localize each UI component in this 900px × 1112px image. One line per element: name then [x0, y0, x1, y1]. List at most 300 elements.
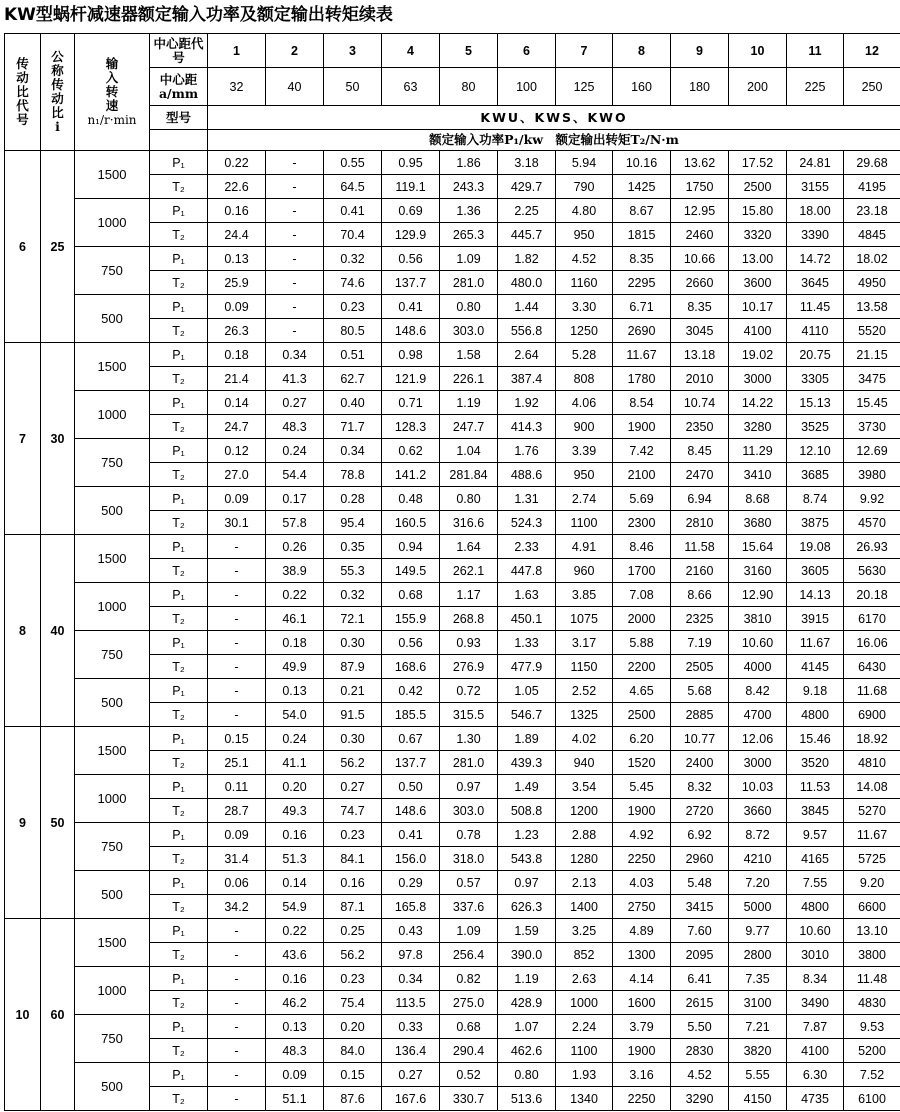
power-value: 0.23	[324, 967, 382, 991]
power-label: P₁	[150, 775, 208, 799]
power-value: 4.06	[556, 391, 613, 415]
torque-value: 390.0	[498, 943, 556, 967]
torque-value: 4810	[844, 751, 900, 775]
torque-value: -	[208, 1087, 266, 1111]
torque-label: T₂	[150, 895, 208, 919]
torque-value: 74.7	[324, 799, 382, 823]
torque-value: 155.9	[382, 607, 440, 631]
table-row	[5, 535, 900, 559]
torque-value: 4110	[787, 319, 844, 343]
power-value: -	[266, 151, 324, 175]
torque-label: T₂	[150, 991, 208, 1015]
torque-value: 262.1	[440, 559, 498, 583]
power-value: 3.17	[556, 631, 613, 655]
ratio-code-cell: 9	[5, 727, 41, 919]
power-value: 13.10	[844, 919, 900, 943]
center-code: 1	[208, 34, 266, 68]
torque-value: 268.8	[440, 607, 498, 631]
torque-value: 54.0	[266, 703, 324, 727]
torque-value: 75.4	[324, 991, 382, 1015]
torque-value: -	[208, 607, 266, 631]
torque-value: 84.0	[324, 1039, 382, 1063]
power-value: 18.02	[844, 247, 900, 271]
power-value: 8.35	[613, 247, 671, 271]
input-speed-cell: 1500	[75, 727, 150, 775]
power-value: 0.68	[382, 583, 440, 607]
power-value: 0.28	[324, 487, 382, 511]
center-distance: 160	[613, 68, 671, 106]
power-value: 0.69	[382, 199, 440, 223]
torque-value: 4145	[787, 655, 844, 679]
torque-value: 1815	[613, 223, 671, 247]
torque-value: 3660	[729, 799, 787, 823]
header-input-speed-char: 速	[105, 98, 119, 113]
power-label: P₁	[150, 151, 208, 175]
power-value: 4.03	[613, 871, 671, 895]
torque-value: 2095	[671, 943, 729, 967]
power-value: 0.16	[266, 823, 324, 847]
power-value: 0.22	[266, 583, 324, 607]
power-value: 8.34	[787, 967, 844, 991]
torque-label: T₂	[150, 223, 208, 247]
torque-value: 445.7	[498, 223, 556, 247]
nominal-ratio-cell: 30	[41, 343, 75, 535]
torque-value: 165.8	[382, 895, 440, 919]
power-value: 7.60	[671, 919, 729, 943]
torque-value: 2400	[671, 751, 729, 775]
torque-value: 72.1	[324, 607, 382, 631]
torque-value: 281.84	[440, 463, 498, 487]
center-distance: 100	[498, 68, 556, 106]
model-series: KWU、KWS、KWO	[208, 106, 900, 130]
torque-value: 2500	[613, 703, 671, 727]
center-distance: 180	[671, 68, 729, 106]
power-value: 13.00	[729, 247, 787, 271]
table-row	[5, 727, 900, 751]
torque-value: 226.1	[440, 367, 498, 391]
power-value: 12.10	[787, 439, 844, 463]
torque-value: 1160	[556, 271, 613, 295]
torque-value: 556.8	[498, 319, 556, 343]
torque-value: -	[208, 991, 266, 1015]
power-value: 6.30	[787, 1063, 844, 1087]
torque-value: 4830	[844, 991, 900, 1015]
torque-value: 3000	[729, 751, 787, 775]
torque-value: 1900	[613, 799, 671, 823]
power-value: 1.19	[440, 391, 498, 415]
table-row	[5, 199, 900, 223]
torque-value: 276.9	[440, 655, 498, 679]
power-value: 1.86	[440, 151, 498, 175]
torque-value: 136.4	[382, 1039, 440, 1063]
torque-value: 387.4	[498, 367, 556, 391]
torque-value: 41.3	[266, 367, 324, 391]
power-value: 15.13	[787, 391, 844, 415]
torque-value: 2250	[613, 1087, 671, 1111]
power-value: 0.27	[266, 391, 324, 415]
torque-value: 137.7	[382, 751, 440, 775]
power-value: 9.20	[844, 871, 900, 895]
power-value: 0.30	[324, 727, 382, 751]
power-value: 24.81	[787, 151, 844, 175]
power-value: 11.68	[844, 679, 900, 703]
torque-value: -	[208, 703, 266, 727]
nominal-ratio-cell: 40	[41, 535, 75, 727]
torque-value: 62.7	[324, 367, 382, 391]
center-code: 6	[498, 34, 556, 68]
power-value: -	[208, 1063, 266, 1087]
power-value: 3.79	[613, 1015, 671, 1039]
power-value: 12.69	[844, 439, 900, 463]
power-value: 0.22	[208, 151, 266, 175]
torque-value: 34.2	[208, 895, 266, 919]
torque-value: 74.6	[324, 271, 382, 295]
torque-value: 54.9	[266, 895, 324, 919]
power-value: 3.39	[556, 439, 613, 463]
power-value: 14.72	[787, 247, 844, 271]
torque-value: 4950	[844, 271, 900, 295]
torque-value: 1200	[556, 799, 613, 823]
power-value: 10.60	[787, 919, 844, 943]
torque-value: 450.1	[498, 607, 556, 631]
torque-value: 4100	[787, 1039, 844, 1063]
input-speed-cell: 750	[75, 823, 150, 871]
power-value: 19.08	[787, 535, 844, 559]
header-input-speed-char: 输	[105, 56, 119, 71]
torque-value: 1600	[613, 991, 671, 1015]
power-value: 5.94	[556, 151, 613, 175]
input-speed-cell: 1000	[75, 967, 150, 1015]
torque-label: T₂	[150, 319, 208, 343]
power-value: 0.14	[208, 391, 266, 415]
torque-value: 852	[556, 943, 613, 967]
torque-value: 27.0	[208, 463, 266, 487]
torque-value: 1520	[613, 751, 671, 775]
power-value: 1.09	[440, 247, 498, 271]
torque-value: 54.4	[266, 463, 324, 487]
power-value: 0.22	[266, 919, 324, 943]
torque-value: 168.6	[382, 655, 440, 679]
torque-value: 97.8	[382, 943, 440, 967]
torque-value: 303.0	[440, 319, 498, 343]
torque-value: 4165	[787, 847, 844, 871]
torque-value: 414.3	[498, 415, 556, 439]
torque-value: 2160	[671, 559, 729, 583]
rating-units-label: 额定输入功率P₁/kw 额定输出转矩T₂/N·m	[208, 130, 900, 151]
torque-value: 940	[556, 751, 613, 775]
torque-value: 1425	[613, 175, 671, 199]
power-value: 1.09	[440, 919, 498, 943]
header-nominal-ratio-text: 公 称 传 动 比 i	[51, 49, 64, 134]
torque-value: 2720	[671, 799, 729, 823]
torque-value: 3410	[729, 463, 787, 487]
torque-value: 1150	[556, 655, 613, 679]
torque-value: 950	[556, 463, 613, 487]
torque-value: 1100	[556, 511, 613, 535]
table-row	[5, 583, 900, 607]
power-value: 0.34	[382, 967, 440, 991]
torque-label: T₂	[150, 1039, 208, 1063]
power-value: 1.31	[498, 487, 556, 511]
power-value: 1.30	[440, 727, 498, 751]
power-value: 9.77	[729, 919, 787, 943]
power-value: 4.65	[613, 679, 671, 703]
torque-value: 43.6	[266, 943, 324, 967]
torque-value: 790	[556, 175, 613, 199]
power-label: P₁	[150, 439, 208, 463]
power-value: 0.72	[440, 679, 498, 703]
power-value: 0.34	[266, 343, 324, 367]
power-value: 2.25	[498, 199, 556, 223]
power-value: 0.09	[208, 295, 266, 319]
header-blank	[150, 130, 208, 151]
header-center-code-label: 中心距代号	[150, 34, 208, 68]
power-value: 4.92	[613, 823, 671, 847]
torque-label: T₂	[150, 463, 208, 487]
center-distance: 50	[324, 68, 382, 106]
torque-value: 3520	[787, 751, 844, 775]
power-value: 1.23	[498, 823, 556, 847]
table-row	[5, 343, 900, 367]
input-speed-cell: 1000	[75, 199, 150, 247]
torque-value: 31.4	[208, 847, 266, 871]
input-speed-cell: 750	[75, 1015, 150, 1063]
power-value: 8.67	[613, 199, 671, 223]
power-label: P₁	[150, 1015, 208, 1039]
power-value: 5.48	[671, 871, 729, 895]
power-value: 1.58	[440, 343, 498, 367]
torque-value: 2350	[671, 415, 729, 439]
table-row	[5, 487, 900, 511]
torque-label: T₂	[150, 703, 208, 727]
power-value: 0.16	[324, 871, 382, 895]
power-value: 10.77	[671, 727, 729, 751]
power-value: 0.21	[324, 679, 382, 703]
torque-value: -	[266, 223, 324, 247]
torque-value: 113.5	[382, 991, 440, 1015]
torque-value: 6900	[844, 703, 900, 727]
power-value: 10.60	[729, 631, 787, 655]
torque-value: 3730	[844, 415, 900, 439]
power-value: 10.17	[729, 295, 787, 319]
power-value: 9.18	[787, 679, 844, 703]
power-value: 10.66	[671, 247, 729, 271]
power-value: 0.26	[266, 535, 324, 559]
center-code: 4	[382, 34, 440, 68]
power-value: 7.20	[729, 871, 787, 895]
power-value: 2.74	[556, 487, 613, 511]
header-ratio-code-text: 传 动 比 代 号	[16, 56, 29, 127]
power-value: 10.16	[613, 151, 671, 175]
torque-value: 428.9	[498, 991, 556, 1015]
torque-value: 56.2	[324, 943, 382, 967]
torque-value: 524.3	[498, 511, 556, 535]
torque-value: 87.1	[324, 895, 382, 919]
power-value: 0.14	[266, 871, 324, 895]
power-label: P₁	[150, 535, 208, 559]
table-row	[5, 823, 900, 847]
power-value: 4.52	[556, 247, 613, 271]
torque-value: 3320	[729, 223, 787, 247]
table-row	[5, 247, 900, 271]
power-value: 0.78	[440, 823, 498, 847]
torque-label: T₂	[150, 271, 208, 295]
torque-value: 4210	[729, 847, 787, 871]
power-value: 0.68	[440, 1015, 498, 1039]
center-code: 2	[266, 34, 324, 68]
header-model-label: 型号	[150, 106, 208, 130]
ratio-code-cell: 6	[5, 151, 41, 343]
torque-value: 256.4	[440, 943, 498, 967]
power-value: 0.43	[382, 919, 440, 943]
center-code: 10	[729, 34, 787, 68]
torque-value: 462.6	[498, 1039, 556, 1063]
torque-value: 4845	[844, 223, 900, 247]
power-value: 6.41	[671, 967, 729, 991]
power-value: 4.52	[671, 1063, 729, 1087]
table-row	[5, 151, 900, 175]
torque-value: 4700	[729, 703, 787, 727]
torque-value: 4000	[729, 655, 787, 679]
power-label: P₁	[150, 919, 208, 943]
torque-value: 265.3	[440, 223, 498, 247]
torque-label: T₂	[150, 847, 208, 871]
torque-value: 2615	[671, 991, 729, 1015]
power-value: 0.34	[324, 439, 382, 463]
power-value: 1.89	[498, 727, 556, 751]
power-value: 0.09	[266, 1063, 324, 1087]
table-row	[5, 391, 900, 415]
power-value: 0.62	[382, 439, 440, 463]
torque-value: 87.9	[324, 655, 382, 679]
torque-value: 480.0	[498, 271, 556, 295]
power-value: 14.22	[729, 391, 787, 415]
power-value: 0.42	[382, 679, 440, 703]
power-value: -	[208, 1015, 266, 1039]
power-label: P₁	[150, 727, 208, 751]
torque-value: 2800	[729, 943, 787, 967]
table-row	[5, 1063, 900, 1087]
torque-value: 4570	[844, 511, 900, 535]
torque-value: 84.1	[324, 847, 382, 871]
power-value: -	[266, 295, 324, 319]
input-speed-cell: 1500	[75, 919, 150, 967]
power-value: 15.80	[729, 199, 787, 223]
power-value: -	[266, 199, 324, 223]
torque-value: 148.6	[382, 799, 440, 823]
power-value: 4.02	[556, 727, 613, 751]
header-input-speed-unit: n₁/r·min	[87, 113, 137, 127]
torque-value: 2960	[671, 847, 729, 871]
power-value: 2.52	[556, 679, 613, 703]
power-value: 5.69	[613, 487, 671, 511]
torque-value: 439.3	[498, 751, 556, 775]
power-value: 13.58	[844, 295, 900, 319]
torque-value: 3160	[729, 559, 787, 583]
power-value: 11.48	[844, 967, 900, 991]
torque-value: 2010	[671, 367, 729, 391]
power-value: 1.04	[440, 439, 498, 463]
torque-value: 30.1	[208, 511, 266, 535]
torque-value: 167.6	[382, 1087, 440, 1111]
power-label: P₁	[150, 343, 208, 367]
power-value: 7.52	[844, 1063, 900, 1087]
power-value: 11.67	[787, 631, 844, 655]
torque-value: 5725	[844, 847, 900, 871]
power-value: 7.19	[671, 631, 729, 655]
torque-value: 87.6	[324, 1087, 382, 1111]
torque-label: T₂	[150, 751, 208, 775]
power-value: 18.92	[844, 727, 900, 751]
power-value: 0.71	[382, 391, 440, 415]
header-center-dist-label: 中心距a/mm	[150, 68, 208, 106]
power-value: 23.18	[844, 199, 900, 223]
power-value: 5.45	[613, 775, 671, 799]
power-value: 26.93	[844, 535, 900, 559]
power-value: 4.89	[613, 919, 671, 943]
power-value: 0.56	[382, 631, 440, 655]
table-row	[5, 1015, 900, 1039]
torque-value: 3415	[671, 895, 729, 919]
torque-value: 48.3	[266, 415, 324, 439]
torque-value: 4150	[729, 1087, 787, 1111]
torque-value: 3800	[844, 943, 900, 967]
torque-value: 1400	[556, 895, 613, 919]
nominal-ratio-cell: 25	[41, 151, 75, 343]
power-value: -	[208, 631, 266, 655]
torque-value: 25.9	[208, 271, 266, 295]
torque-value: 2830	[671, 1039, 729, 1063]
power-value: 7.21	[729, 1015, 787, 1039]
torque-value: 141.2	[382, 463, 440, 487]
power-value: 6.92	[671, 823, 729, 847]
torque-value: 41.1	[266, 751, 324, 775]
torque-value: 49.9	[266, 655, 324, 679]
power-value: 11.67	[844, 823, 900, 847]
header-nominal-ratio	[41, 34, 75, 151]
power-value: 0.40	[324, 391, 382, 415]
power-value: 0.06	[208, 871, 266, 895]
power-value: 0.16	[266, 967, 324, 991]
header-input-speed-char: 转	[105, 84, 119, 99]
torque-value: 447.8	[498, 559, 556, 583]
torque-value: 4100	[729, 319, 787, 343]
torque-value: 148.6	[382, 319, 440, 343]
power-value: 2.24	[556, 1015, 613, 1039]
input-speed-cell: 750	[75, 439, 150, 487]
power-value: 8.46	[613, 535, 671, 559]
torque-value: 137.7	[382, 271, 440, 295]
power-value: 4.80	[556, 199, 613, 223]
torque-value: 3845	[787, 799, 844, 823]
torque-value: 3810	[729, 607, 787, 631]
power-value: 0.23	[324, 295, 382, 319]
torque-value: 38.9	[266, 559, 324, 583]
torque-value: 128.3	[382, 415, 440, 439]
power-value: 14.13	[787, 583, 844, 607]
torque-value: 25.1	[208, 751, 266, 775]
torque-value: 2690	[613, 319, 671, 343]
torque-value: 24.7	[208, 415, 266, 439]
torque-value: 149.5	[382, 559, 440, 583]
power-value: -	[208, 535, 266, 559]
torque-value: 1300	[613, 943, 671, 967]
power-value: 8.32	[671, 775, 729, 799]
power-value: 1.05	[498, 679, 556, 703]
power-value: 1.64	[440, 535, 498, 559]
torque-value: 1000	[556, 991, 613, 1015]
power-value: 12.90	[729, 583, 787, 607]
